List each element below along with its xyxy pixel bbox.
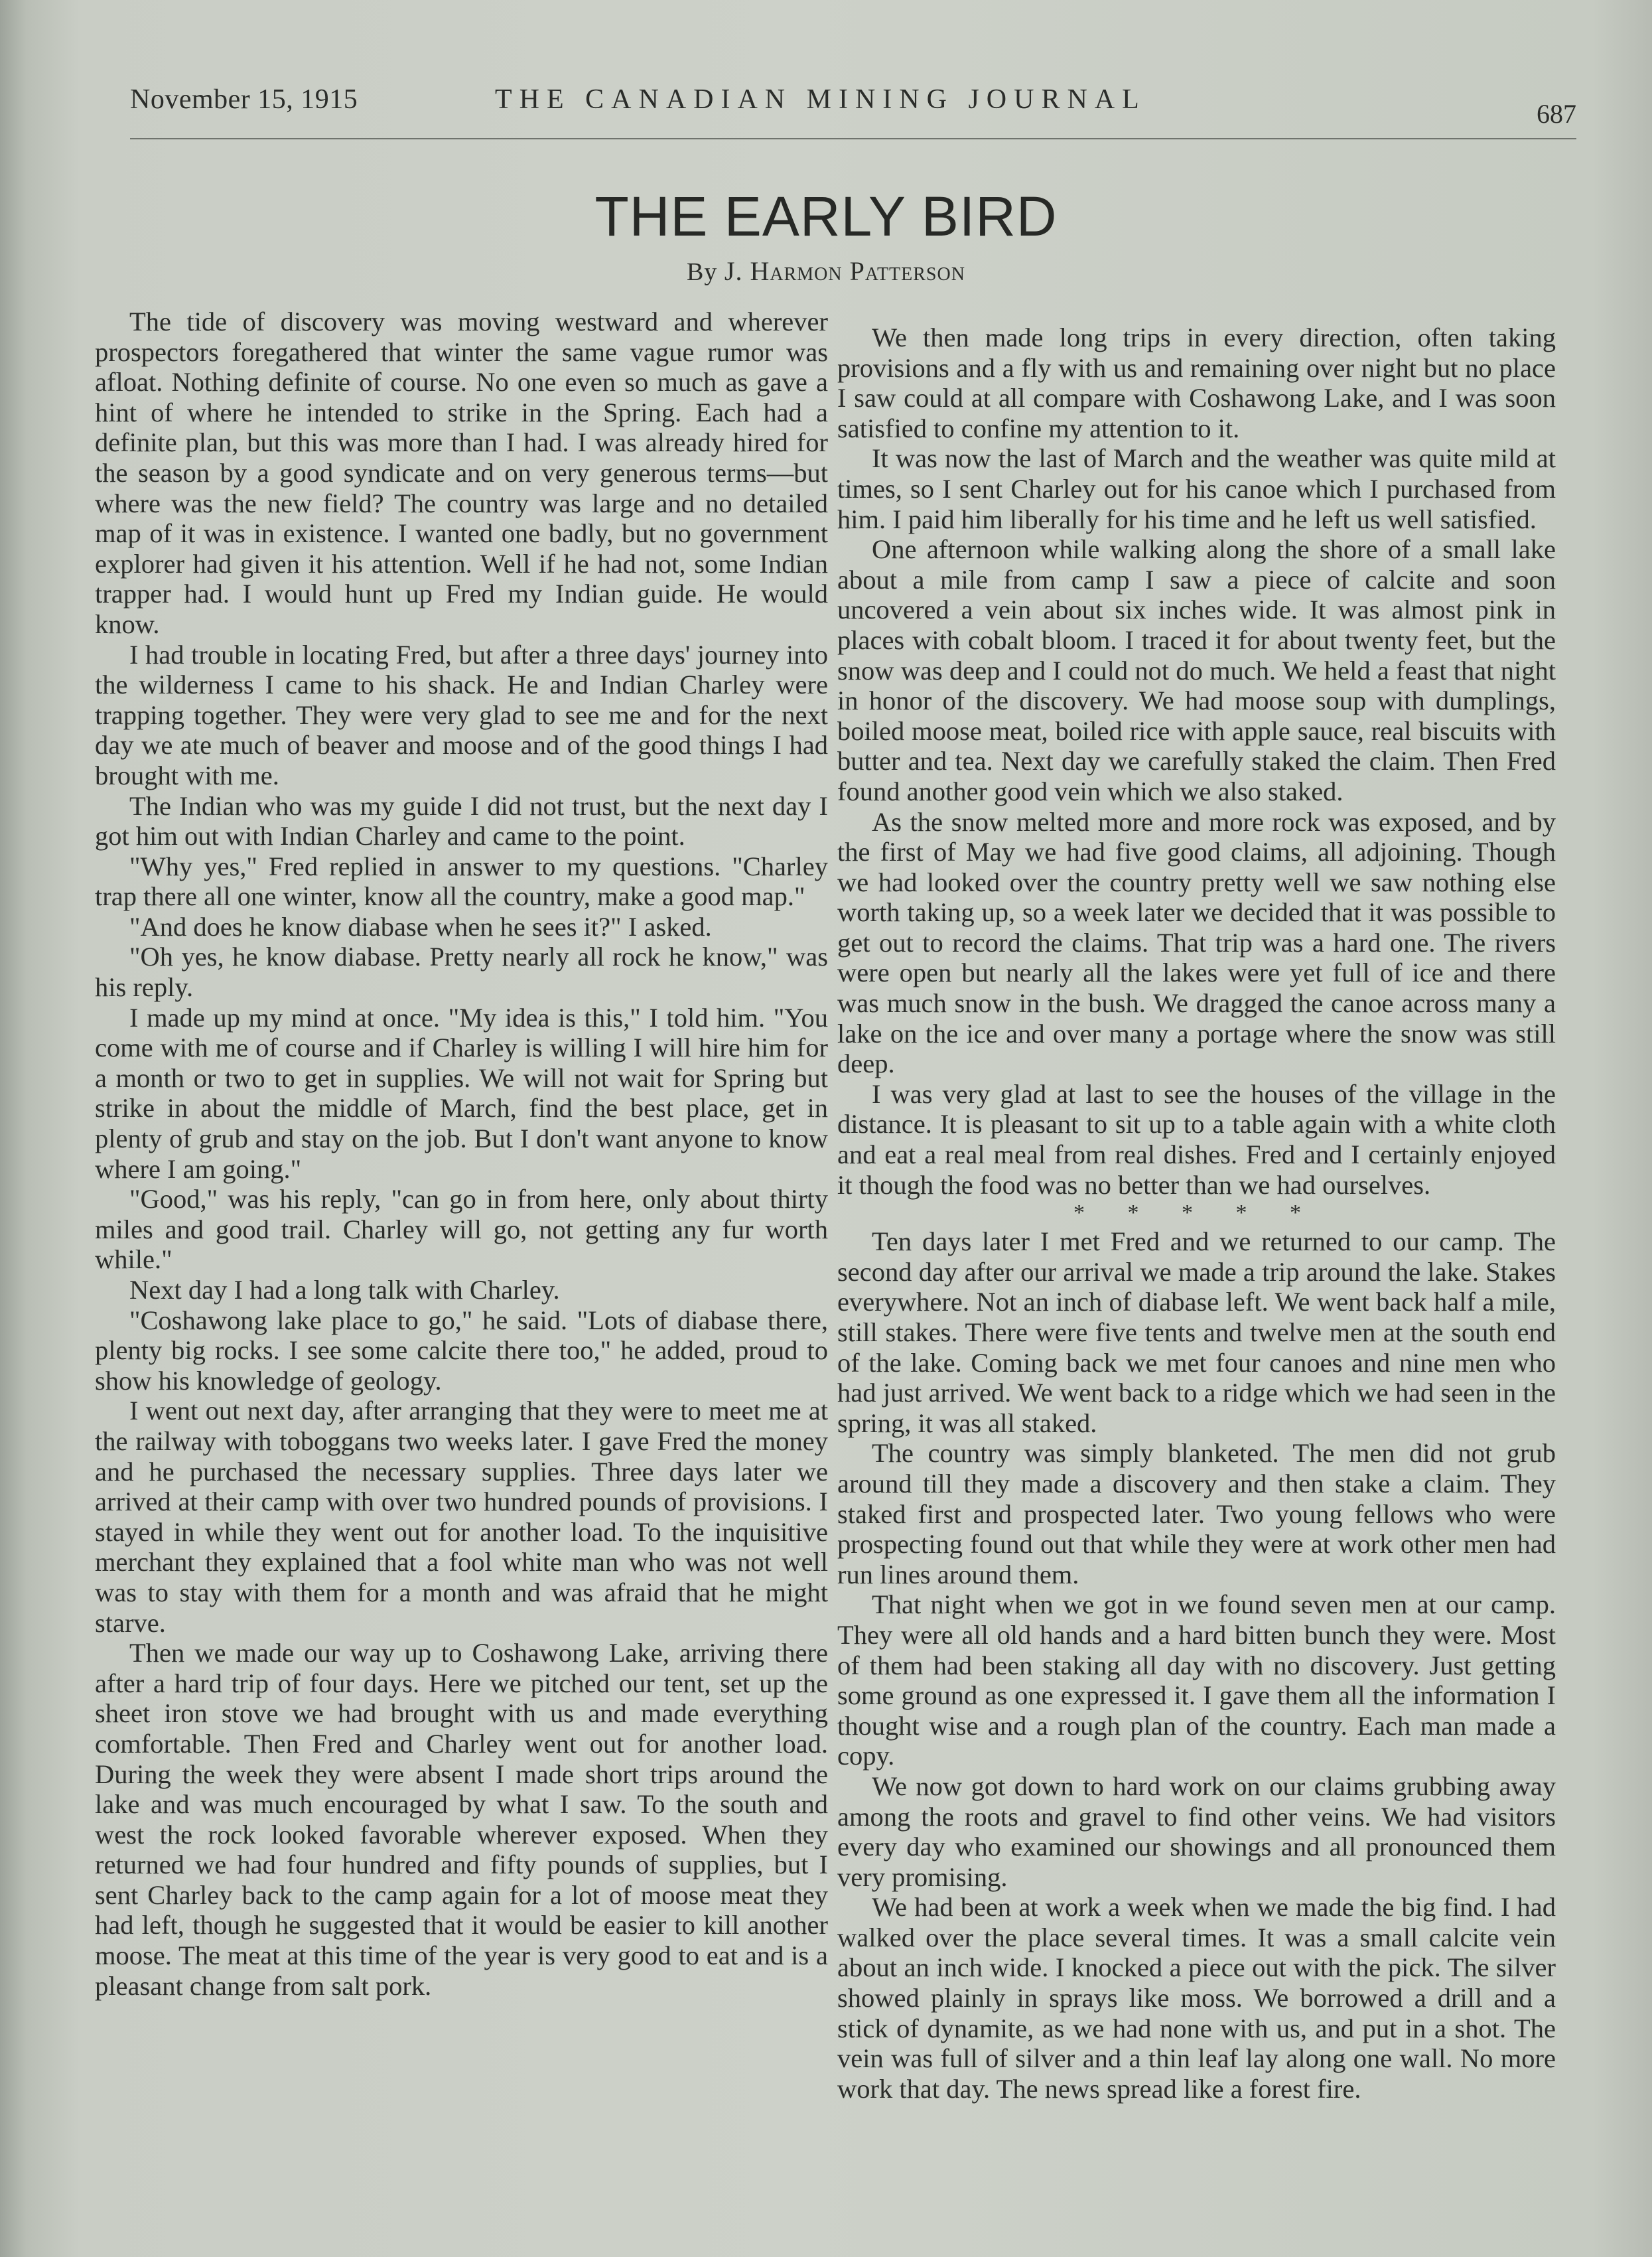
- byline: [0, 255, 1652, 287]
- paragraph: We had been at work a week when we made the big find. I had walked over the place several times. It was a small calcite vein about an inch wide. I knocked a piece out with the pick. The silver showed plainly in sprays like moss. We borrowed a drill and a stick of dynamite, as we had none with us, and put in a shot. The vein was full of silver and a thin leaf lay along one wall. No more work that day. The news spread like a forest fire.: [837, 1892, 1556, 2104]
- paragraph: We then made long trips in every direction, often taking provisions and a fly with us and remaining over night but no place I saw could at all compare with Coshawong Lake, and I was soon satisfied to confine my attention to it.: [837, 323, 1556, 443]
- byline-prefix: By: [687, 258, 718, 286]
- paragraph: Next day I had a long talk with Charley.: [129, 1275, 560, 1305]
- right-column: [837, 323, 1556, 2104]
- paragraph: As the snow melted more and more rock was exposed, and by the first of May we had five good claims, all adjoining. Though we had looked over the country pretty well we saw nothing else worth taking up, so a week later we decided that it was possible to get out to record the claims. That trip was a hard one. The rivers were open but nearly all the lakes were yet full of ice and there was much snow in the bush. We dragged the canoe across many a lake on the ice and over many a portage where the snow was still deep.: [837, 806, 1556, 1079]
- paragraph: I had trouble in locating Fred, but after a three days' journey into the wilderness I came to his shack. He and Indian Charley were trapping together. They were very glad to see me and for the next day we ate much of beaver and moose and of the good things I had brought with me.: [95, 639, 828, 790]
- paragraph: The country was simply blanketed. The men did not grub around till they made a discovery and then stake a claim. They staked first and prospected later. Two young fellows who were prospecting found out that while they were at work other men had run lines around them.: [837, 1438, 1556, 1589]
- paragraph: It was now the last of March and the weather was quite mild at times, so I sent Charley out for his canoe which I purchased from him. I paid him liberally for his time and he left us well satisfied.: [837, 443, 1556, 534]
- paragraph: We now got down to hard work on our claims grubbing away among the roots and gravel to find other veins. We had visitors every day who examined our showings and all pronounced them very promising.: [837, 1771, 1556, 1892]
- issue-date: November 15, 1915: [130, 84, 358, 115]
- paragraph: "And does he know diabase when he sees it?" I asked.: [129, 911, 712, 942]
- paragraph: Then we made our way up to Coshawong Lake, arriving there after a hard trip of four days. Here we pitched our tent, set up the sheet iron stove we had brought with us and made everything comfortable. Then Fred and Charley went out for another load. During the week they were absent I made short trips around the lake and was much encouraged by what I saw. To the south and west the rock looked favorable wherever exposed. When they returned we had four hundred and fifty pounds of supplies, but I sent Charley back to the camp again for a lot of moose meat they had left, though he suggested that it would be easier to kill another moose. The meat at this time of the year is very good to eat and is a pleasant change from salt pork.: [95, 1638, 828, 2001]
- paragraph: "Why yes," Fred replied in answer to my questions. "Charley trap there all one winter, know all the country, make a good map.": [95, 851, 828, 912]
- journal-name: THE CANADIAN MINING JOURNAL: [495, 84, 1146, 115]
- article-title: THE EARLY BIRD: [594, 185, 1058, 248]
- paragraph: I made up my mind at once. "My idea is this," I told him. "You come with me of course and if Charley is willing I will hire him for a month or two to get in supplies. We will not wait for Spring but strike in about the middle of March, find the best place, get in plenty of grub and stay on the job. But I don't want anyone to know where I am going.": [95, 1002, 828, 1184]
- page-number: 687: [1537, 99, 1576, 129]
- paragraph: That night when we got in we found seven men at our camp. They were all old hands and a hard bitten bunch they were. Most of them had been staking all day with no discovery. Just getting some ground as one expressed it. I gave them all the information I thought wise and a rough plan of the country. Each man made a copy.: [837, 1589, 1556, 1771]
- section-break: * * * * *: [1073, 1201, 1320, 1226]
- running-header: [130, 78, 1576, 139]
- author-name: J. Harmon Patterson: [724, 256, 965, 286]
- paragraph: I was very glad at last to see the houses of the village in the distance. It is pleasant to sit up to a table again with a white cloth and eat a real meal from real dishes. Fred and I certainly enjoyed it though the food was no better than we had ourselves.: [837, 1078, 1556, 1200]
- left-column: [95, 307, 828, 2001]
- paragraph: The tide of discovery was moving westward and wherever prospectors foregathered that winter the same vague rumor was afloat. Nothing definite of course. No one even so much as gave a hint of where he intended to strike in the Spring. Each had a definite plan, but this was more than I had. I was already hired for the season by a good syndicate and on very generous terms—but where was the new field? The country was large and no detailed map of it was in existence. I wanted one badly, but no government explorer had given it his attention. Well if he had not, some Indian trapper had. I would hunt up Fred my Indian guide. He would know.: [95, 307, 828, 639]
- paragraph: "Coshawong lake place to go," he said. "Lots of diabase there, plenty big rocks. I see some calcite there too," he added, proud to show his knowledge of geology.: [95, 1305, 828, 1396]
- paragraph: "Good," was his reply, "can go in from here, only about thirty miles and good trail. Charley will go, not getting any fur worth while.": [95, 1184, 828, 1275]
- paragraph: One afternoon while walking along the shore of a small lake about a mile from camp I saw a piece of calcite and soon uncovered a vein about six inches wide. It was almost pink in places with cobalt bloom. I traced it for about twenty feet, but the snow was deep and I could not do much. We held a feast that night in honor of the discovery. We had moose soup with dumplings, boiled moose meat, boiled rice with apple sauce, real biscuits with butter and tea. Next day we carefully staked the claim. Then Fred found another good vein which we also staked.: [837, 534, 1556, 806]
- paragraph: The Indian who was my guide I did not trust, but the next day I got him out with Indian Charley and came to the point.: [95, 790, 828, 851]
- paragraph: I went out next day, after arranging that they were to meet me at the railway with toboggans two weeks later. I gave Fred the money and he purchased the necessary supplies. Three days later we arrived at their camp with over two hundred pounds of provisions. I stayed in while they went out for another load. To the inquisitive merchant they explained that a fool white man who was not well was to stay with them for a month and was afraid that he might starve.: [95, 1396, 828, 1638]
- paragraph: "Oh yes, he know diabase. Pretty nearly all rock he know," was his reply.: [95, 942, 828, 1003]
- paragraph: Ten days later I met Fred and we returned to our camp. The second day after our arrival we made a trip around the lake. Stakes everywhere. Not an inch of diabase left. We went back half a mile, still stakes. There were five tents and twelve men at the south end of the lake. Coming back we met four canoes and nine men who had just arrived. We went back to a ridge which we had seen in the spring, it was all staked.: [837, 1226, 1556, 1438]
